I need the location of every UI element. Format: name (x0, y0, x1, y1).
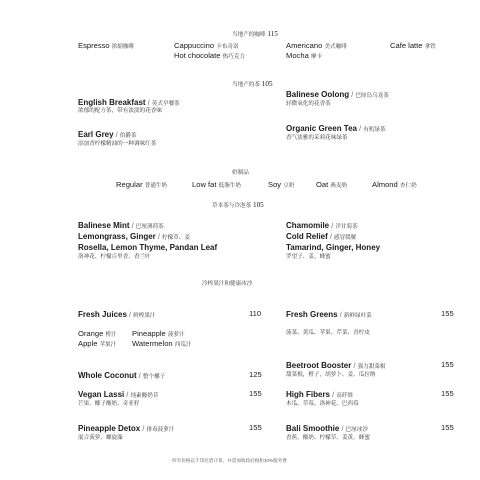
menu-item: Oat 燕麦奶 (316, 180, 348, 189)
juice-section-title: 冷榨果汁和健康冰沙 (202, 281, 253, 287)
menu-item: Soy 豆奶 (268, 180, 295, 189)
item-price: 155 (249, 423, 262, 432)
menu-item: Almond 杏仁奶 (372, 180, 417, 189)
item-description: 混合菠萝、螺旋藻 (78, 435, 123, 441)
juice-option: Apple 苹果汁 (78, 339, 117, 348)
item-price: 125 (249, 370, 262, 379)
menu-item: Organic Green Tea / 有机绿茶 (286, 124, 386, 133)
item-price: 155 (441, 423, 454, 432)
menu-item: Cafe latte 拿铁 (390, 41, 436, 50)
item-description: 香气淡雅的茉莉花味绿茶 (286, 135, 348, 141)
tea-section-title: 当地产的茶 105 (232, 80, 273, 88)
menu-item: Americano 美式咖啡 (286, 41, 347, 50)
item-description: 浓郁的配方茶，带有淡淡的花香味 (78, 108, 162, 114)
menu-item: Balinese Mint / 巴厘薄荷茶 (78, 221, 164, 230)
item-description: 轻微氧化的花香茶 (286, 101, 331, 107)
item-description: 香蕉、酸奶、柠檬草、姜黄、蜂蜜 (286, 435, 370, 441)
footer-note: 所有价格以千印尼盾计算，并需加收政府税和10%服务费 (172, 458, 287, 463)
menu-item: Bali Smoothie / 巴厘冰沙 (286, 424, 368, 433)
menu-item: Balinese Oolong / 巴厘岛乌龙茶 (286, 90, 389, 99)
juice-option: Watermelon 西瓜汁 (132, 339, 192, 348)
item-price: 155 (441, 360, 454, 369)
menu-item: Vegan Lassi / 纯素酸奶昔 (78, 390, 159, 399)
menu-item: Earl Grey / 伯爵茶 (78, 130, 137, 139)
item-description: 洛神花、柠檬百里香、香兰叶 (78, 254, 151, 260)
menu-item: High Fibers / 高纤维 (286, 390, 354, 399)
juice-option: Pineapple 菠萝汁 (132, 329, 185, 338)
menu-item: Lemongrass, Ginger / 柠檬草、姜 (78, 232, 190, 241)
item-description: 芒果、椰子酸奶、奇亚籽 (78, 401, 140, 407)
item-price: 155 (441, 309, 454, 318)
menu-item: Regular 普通牛奶 (116, 180, 168, 189)
item-description: 甜菜根，橙子，胡萝卜、姜、瓜拉纳 (286, 372, 376, 378)
item-price: 110 (249, 309, 262, 318)
item-description: 木瓜、草莓、洛神花、巴西莓 (286, 401, 359, 407)
menu-item: English Breakfast / 英式早餐茶 (78, 98, 180, 107)
item-price: 155 (249, 389, 262, 398)
menu-item: Whole Coconut / 整个椰子 (78, 371, 166, 380)
menu-item: Cold Relief / 感冒缓解 (286, 232, 357, 241)
item-description: 罗望子、姜、蜂蜜 (286, 254, 331, 260)
herbal-section-title: 草本茶与冷泡茶 105 (212, 201, 264, 209)
item-description: 添加香柠檬精油的一种调味红茶 (78, 141, 157, 147)
menu-item: Pineapple Detox / 排毒菠萝汁 (78, 424, 175, 433)
menu-item: Low fat 低脂牛奶 (192, 180, 241, 189)
menu-item: Espresso 浓缩咖啡 (78, 41, 135, 50)
item-price: 155 (441, 389, 454, 398)
menu-item: Fresh Juices / 鲜榨果汁 (78, 310, 156, 319)
menu-item: Hot chocolate 热巧克力 (174, 51, 245, 60)
menu-item: Beetroot Booster / 强力甜菜根 (286, 361, 386, 370)
menu-item: Rosella, Lemon Thyme, Pandan Leaf (78, 243, 218, 252)
menu-item: Cappuccino 卡布奇诺 (174, 41, 239, 50)
item-description: 菠菜、黄瓜、苹果、芹菜、青柠皮 (286, 330, 370, 336)
menu-item: Tamarind, Ginger, Honey (286, 243, 381, 252)
menu-item: Fresh Greens / 新鲜绿叶菜 (286, 310, 372, 319)
menu-item: Mocha 摩卡 (286, 51, 323, 60)
dairy-section-title: 奶制品 (232, 170, 249, 176)
coffee-section-title: 当地产的咖啡 115 (232, 30, 278, 38)
juice-option: Orange 橙汁 (78, 329, 117, 338)
menu-item: Chamomile / 洋甘菊茶 (286, 221, 358, 230)
